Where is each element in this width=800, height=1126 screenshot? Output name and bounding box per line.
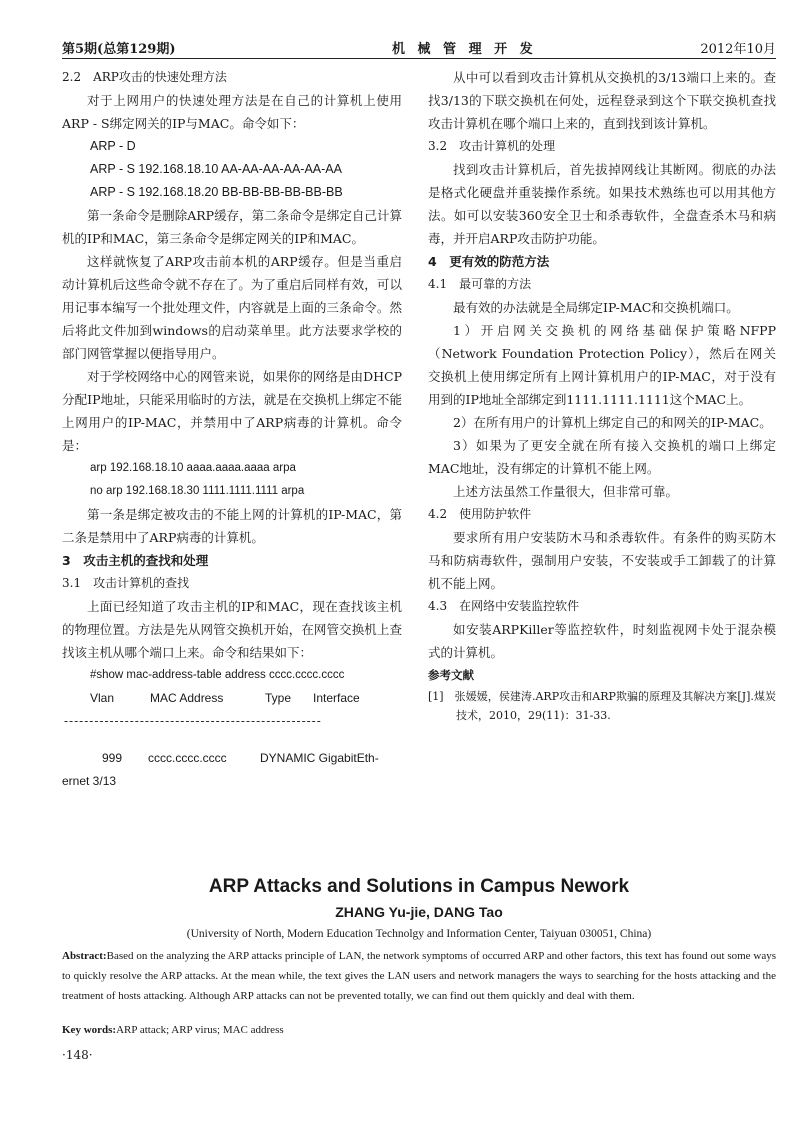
column-header: Interface (313, 691, 360, 705)
table-cell-continued: ernet 3/13 (62, 774, 117, 788)
command-line: ARP - S 192.168.18.10 AA-AA-AA-AA-AA-AA (90, 162, 342, 176)
paragraph: 1）开启网关交换机的网络基础保护策略NFPP（Network Foundation Protection Policy），然后在网关交换机上使用绑定所有上网计算机用户的IP-MAC，对于没有用到的IP地址全部绑定到1111.1111.1111这个MAC上。 (428, 323, 776, 407)
journal-name: 机 械 管 理 开 发 (392, 42, 537, 57)
reference-item: [1] 张媛媛，侯建涛.ARP攻击和ARP欺骗的原理及其解决方案[J].煤炭技术，2010，29(11)：31-33. (428, 690, 776, 722)
paragraph: 上面已经知道了攻击主机的IP和MAC，现在查找该主机的物理位置。方法是先从网管交换机开始，在网管交换机上查找该主机从哪个端口上来。命令和结果如下： (62, 599, 402, 660)
section-3-2-heading: 3.2 攻击计算机的处理 (428, 139, 556, 153)
paragraph: 如安装ARPKiller等监控软件，时刻监视网卡处于混杂模式的计算机。 (428, 622, 776, 660)
paragraph: 3）如果为了更安全就在所有接入交换机的端口上绑定MAC地址，没有绑定的计算机不能上网。 (428, 438, 776, 476)
command-line: no arp 192.168.18.30 1111.1111.1111 arpa (90, 485, 305, 497)
keywords-label: Key words: (62, 1024, 117, 1036)
left-column (62, 66, 402, 793)
mac-table-header (62, 687, 402, 710)
paragraph: 要求所有用户安装防木马和杀毒软件。有条件的购买防木马和防病毒软件，强制用户安装，不安装或手工卸载了的计算机不能上网。 (428, 530, 776, 591)
section-4-1-heading: 4.1 最可靠的方法 (428, 277, 532, 291)
english-title: ARP Attacks and Solutions in Campus Nework (208, 876, 630, 897)
table-row (62, 747, 402, 770)
command-line: arp 192.168.18.10 aaaa.aaaa.aaaa arpa (90, 462, 296, 474)
right-column (428, 66, 776, 725)
paragraph: 上述方法虽然工作量很大，但非常可靠。 (453, 484, 679, 499)
section-4-2-heading: 4.2 使用防护软件 (428, 507, 532, 521)
references-heading: 参考文献 (428, 668, 474, 682)
paragraph: 第一条是绑定被攻击的不能上网的计算机的IP-MAC，第二条是禁用中了ARP病毒的计算机。 (62, 507, 402, 545)
paragraph: 第一条命令是删除ARP缓存，第二条命令是绑定自己计算机的IP和MAC，第三条命令是绑定网关的IP和MAC。 (62, 208, 402, 246)
section-2-2-heading: 2.2 ARP攻击的快速处理方法 (62, 70, 227, 84)
paragraph: 从中可以看到攻击计算机从交换机的3/13端口上来的。查找3/13的下联交换机在何处，远程登录到这个下联交换机查找攻击计算机在哪个端口上来的，直到找到该计算机。 (428, 70, 776, 131)
section-3-1-heading: 3.1 攻击计算机的查找 (62, 576, 190, 590)
table-cell: cccc.cccc.cccc (148, 751, 227, 765)
command-line: ARP - D (90, 139, 136, 153)
column-header: MAC Address (150, 691, 224, 705)
paragraph: 最有效的办法就是全局绑定IP-MAC和交换机端口。 (453, 300, 739, 315)
column-header: Type (265, 691, 292, 705)
english-keywords (62, 1024, 776, 1036)
issue-date: 2012年10月 (700, 42, 776, 57)
section-4-3-heading: 4.3 在网络中安装监控软件 (428, 599, 580, 613)
command-line: ARP - S 192.168.18.20 BB-BB-BB-BB-BB-BB (90, 185, 343, 199)
section-3-heading: 3 攻击主机的查找和处理 (62, 553, 209, 568)
english-abstract (62, 946, 776, 1006)
header-rule (62, 58, 776, 59)
paragraph: 2）在所有用户的计算机上绑定自己的和网关的IP-MAC。 (453, 415, 772, 430)
english-authors: ZHANG Yu-jie, DANG Tao (335, 904, 503, 920)
abstract-text: Based on the analyzing the ARP attacks principle of LAN, the network symptoms of occurred ARP and other factors, this text has found out some ways to quickly resolve the ARP attacks. At the mean while, the text gives the LAN users and network managers the ways to searching for the hosts attacking and the treatment of hosts attacking. Although ARP attacks can not be prevented totally, we can find out them quickly and deal with them. (62, 950, 776, 1002)
running-header (62, 36, 776, 56)
table-cell: 999 (102, 751, 123, 765)
paragraph: 找到攻击计算机后，首先拔掉网线让其断网。彻底的办法是格式化硬盘并重装操作系统。如果技术熟练也可以用其他方法。如可以安装360安全卫士和杀毒软件，全盘查杀木马和病毒，并开启ARP攻击防护功能。 (428, 162, 776, 246)
paragraph: 这样就恢复了ARP攻击前本机的ARP缓存。但是当重启动计算机后这些命令就不存在了。为了重启后同样有效，可以用记事本编写一个批处理文件，内容就是上面的三条命令。然后将此文件加到windows的启动菜单里。此方法要求学校的部门网管掌握以便指导用户。 (62, 254, 402, 361)
page-number: ·148· (62, 1048, 93, 1062)
section-4-heading: 4 更有效的防范方法 (428, 254, 550, 269)
paragraph: 对于学校网络中心的网管来说，如果你的网络是由DHCP分配IP地址，只能采用临时的方法，就是在交换机上绑定不能上网用户的IP-MAC，并禁用中了ARP病毒的计算机。命令是： (62, 369, 402, 453)
issue-number: 第5期(总第129期) (62, 42, 176, 57)
command-line: #show mac-address-table address cccc.cccc.cccc (90, 669, 345, 681)
english-affiliation: (University of North, Modern Education Technolgy and Information Center, Taiyuan 030051, China) (186, 928, 652, 940)
table-divider: --------------------------------------------------- (64, 714, 322, 728)
column-header: Vlan (90, 691, 115, 705)
table-cell: DYNAMIC GigabitEth- (260, 751, 379, 765)
keywords-text: ARP attack; ARP virus; MAC address (116, 1024, 284, 1036)
paragraph: 对于上网用户的快速处理方法是在自己的计算机上使用ARP - S绑定网关的IP与MAC。命令如下： (62, 93, 402, 131)
abstract-label: Abstract: (62, 950, 107, 962)
